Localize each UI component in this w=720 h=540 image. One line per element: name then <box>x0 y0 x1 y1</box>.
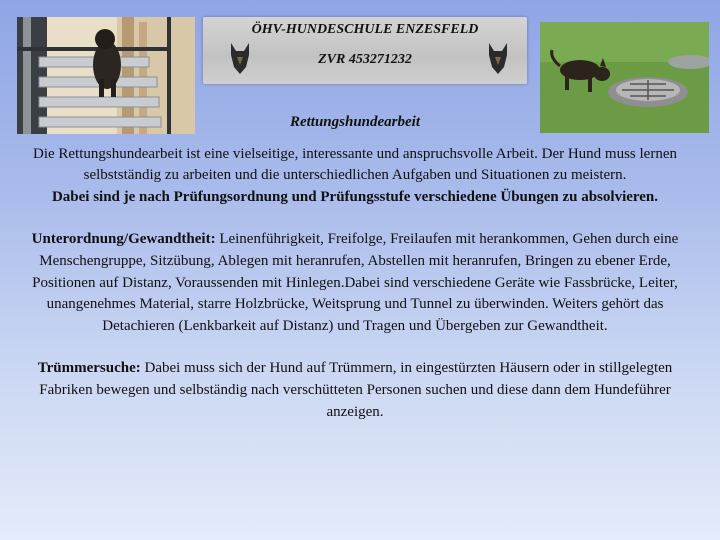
intro-paragraph: Die Rettungshundearbeit ist eine vielseitige, interessante und anspruchsvolle Arbeit. Der Hund muss lernen selbstständig zu arbeiten und die unterschiedlichen Aufgaben und Situationen zu meistern. <box>32 145 677 184</box>
logo-banner <box>203 17 527 84</box>
school-name: ÖHV-HUNDESCHULE ENZESFELD <box>251 22 479 37</box>
section-obedience <box>22 229 688 337</box>
section-title: Unterordnung/Gewandtheit: <box>31 231 216 248</box>
page-title: Rettungshundearbeit <box>289 114 421 130</box>
section-text: Leinenführigkeit, Freifolge, Freilaufen mit herankommen, Gehen durch eine Menschengruppe, Sitzübung, Ablegen mit heranrufen, Abstellen mit heranrufen, Bringen zu ebener Erde, Positionen auf Distanz, Voraussenden mit Hinlegen.Dabei sind verschiedene Geräte wie Fassbrücke, Leiter, unangenehmes Material, starre Holzbrücke, Weitsprung und Tunnel zu überwinden. Weiters gehört das Detachieren (Lenkbarkeit auf Distanz) und Tragen und Übergeben zur Gewandtheit. <box>32 231 679 334</box>
section-title: Trümmersuche: <box>37 360 141 377</box>
section-rubble-search <box>22 358 688 423</box>
intro-bold-paragraph: Dabei sind je nach Prüfungsordnung und Prüfungsstufe verschiedene Übungen zu absolvieren. <box>51 188 659 205</box>
section-text: Dabei muss sich der Hund auf Trümmern, in eingestürzten Häusern oder in stillgelegten Fabriken bewegen und selbständig nach verschütteten Personen suchen und diese dann dem Hundeführer anzeigen. <box>39 360 673 420</box>
dog-head-icon <box>227 41 253 75</box>
zvr-number: ZVR 453271232 <box>318 52 412 67</box>
dog-head-icon <box>485 41 511 75</box>
content-area <box>22 112 688 423</box>
